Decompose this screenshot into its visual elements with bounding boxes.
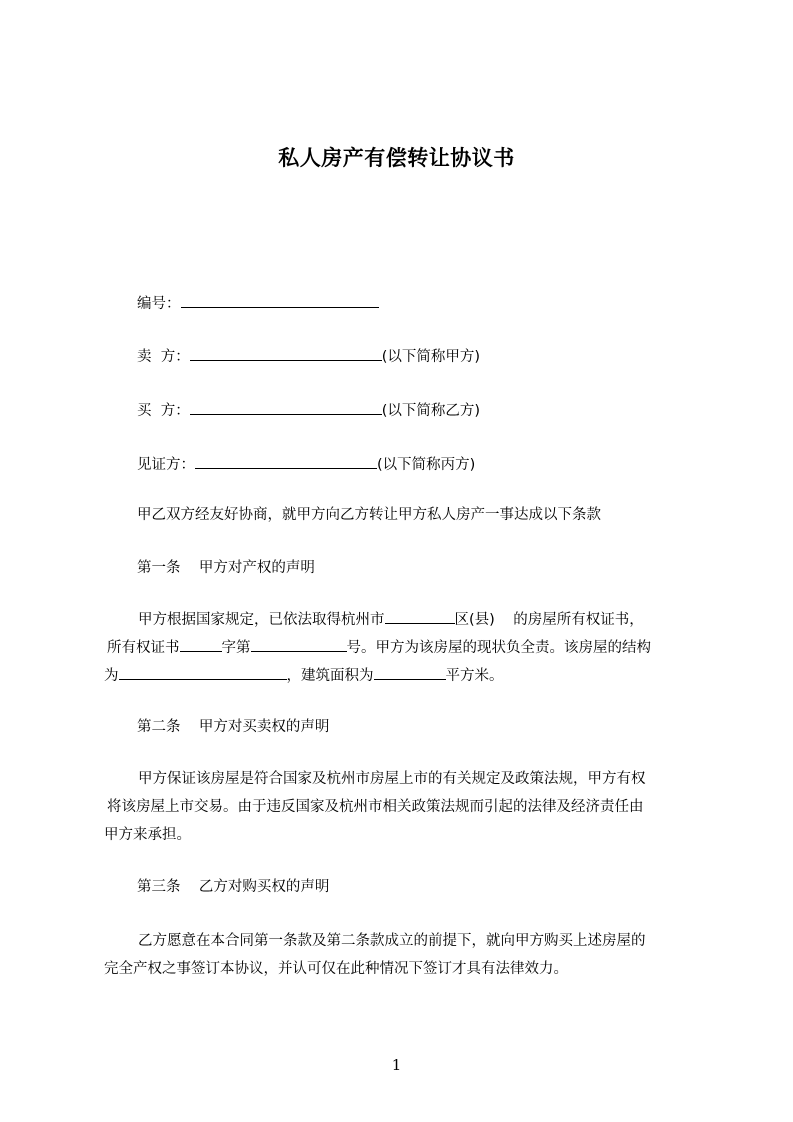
buyer-field — [137, 399, 480, 421]
witness-blank — [195, 453, 377, 469]
buyer-suffix: (以下简称乙方) — [381, 403, 481, 419]
witness-label: 见证方： — [137, 457, 195, 473]
article2-line1: 甲方保证该房屋是符合国家及杭州市房屋上市的有关规定及政策法规，甲方有权 — [138, 771, 646, 787]
article2-line3: 甲方来承担。 — [104, 827, 191, 843]
seller-suffix: (以下简称甲方) — [381, 349, 481, 365]
article1-line2-a: 所有权证书 — [107, 640, 180, 656]
structure-blank — [119, 664, 287, 680]
article1-line3-a: 为 — [104, 668, 119, 684]
article1-line3-b: ，建筑面积为 — [286, 668, 374, 684]
article1-line2 — [104, 634, 702, 662]
article2-heading: 第二条 甲方对买卖权的声明 — [137, 719, 330, 735]
article1-line1-b: 区(县) 的房屋所有权证书， — [454, 612, 644, 628]
article1-body — [104, 606, 702, 690]
article3-heading: 第三条 乙方对购买权的声明 — [137, 879, 330, 895]
article1-line3-c: 平方米。 — [445, 668, 504, 684]
article1-line2-b: 字第 — [221, 640, 251, 656]
page-number: 1 — [391, 1056, 402, 1074]
document-title: 私人房产有偿转让协议书 — [278, 146, 515, 170]
buyer-label: 买 方： — [137, 403, 190, 419]
intro-text: 甲乙双方经友好协商，就甲方向乙方转让甲方私人房产一事达成以下条款 — [137, 507, 601, 523]
seller-blank — [190, 345, 382, 361]
article1-line3 — [104, 662, 702, 690]
article1-line1 — [104, 606, 702, 634]
certificate-number-blank — [251, 636, 347, 652]
seller-field — [137, 345, 480, 367]
district-blank — [385, 608, 455, 624]
certificate-prefix-blank — [180, 636, 222, 652]
article1-line1-a: 甲方根据国家规定，已依法取得杭州市 — [138, 612, 385, 628]
article1-heading: 第一条 甲方对产权的声明 — [137, 560, 315, 576]
article2-body — [104, 765, 702, 849]
seller-label: 卖 方： — [137, 349, 190, 365]
article1-line2-c: 号。甲方为该房屋的现状负全责。该房屋的结构 — [346, 640, 651, 656]
article3-line1: 乙方愿意在本合同第一条款及第二条款成立的前提下，就向甲方购买上述房屋的 — [138, 933, 646, 949]
article3-line2: 完全产权之事签订本协议，并认可仅在此种情况下签订才具有法律效力。 — [104, 961, 568, 977]
buyer-blank — [190, 399, 382, 415]
article2-line2: 将该房屋上市交易。由于违反国家及杭州市相关政策法规而引起的法律及经济责任由 — [107, 799, 644, 815]
witness-field — [137, 453, 475, 475]
area-blank — [374, 664, 446, 680]
number-field — [137, 292, 379, 314]
witness-suffix: (以下简称丙方) — [377, 457, 476, 473]
number-blank — [181, 292, 379, 308]
number-label: 编号： — [137, 296, 181, 312]
article3-body — [104, 927, 702, 983]
